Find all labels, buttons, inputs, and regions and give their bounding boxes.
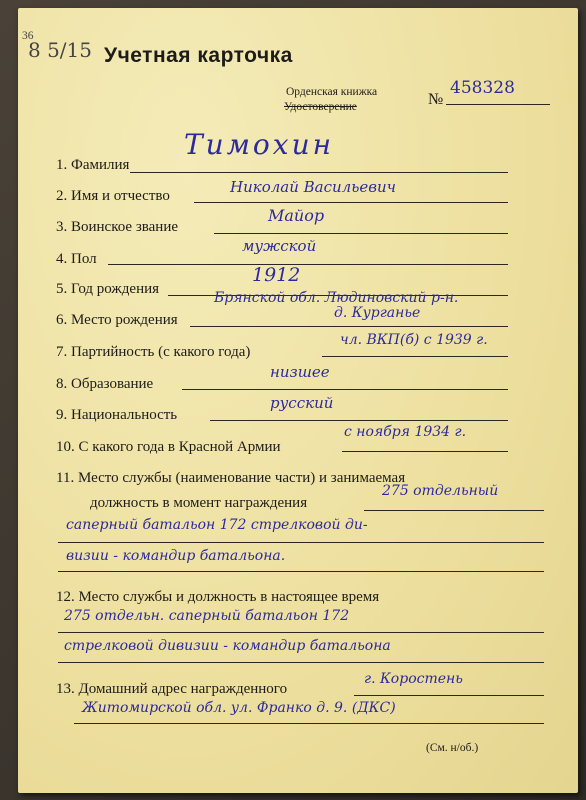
field-label-home-address: 13. Домашний адрес награжденного (56, 681, 288, 697)
card-title: Учетная карточка (104, 44, 293, 67)
field-value-birthplace: Брянской обл. Людиновский р-н. (214, 290, 459, 306)
field-line-current-service-1 (58, 632, 544, 633)
field-label-service-place-line1: 11. Место службы (наименование части) и занимаемая (56, 470, 406, 486)
field-value-army-since: с ноября 1934 г. (344, 424, 467, 440)
footer-note: (См. н/об.) (426, 742, 479, 754)
field-label-birth-year: 5. Год рождения (56, 281, 160, 297)
corner-digits: 36 (22, 30, 34, 42)
field-value-service-place-line1: 275 отдельный (382, 483, 499, 499)
field-value-birth-year: 1912 (252, 264, 301, 286)
field-value-surname: Тимохин (184, 128, 335, 161)
field-value-service-place-line3: визии - командир батальона. (66, 548, 286, 564)
field-label-surname: 1. Фамилия (56, 157, 130, 173)
field-label-army-since: 10. С какого года в Красной Армии (56, 439, 281, 455)
field-value-sex: мужской (242, 237, 317, 255)
field-label-nationality: 9. Национальность (56, 407, 178, 423)
field-value-party: чл. ВКП(б) с 1939 г. (340, 332, 488, 348)
field-label-party: 7. Партийность (с какого года) (56, 344, 251, 360)
field-line-nationality (210, 420, 508, 421)
field-line-birthplace (190, 326, 508, 327)
field-value-name: Николай Васильевич (230, 178, 396, 196)
field-line-surname (130, 172, 508, 173)
field-value-education: низшее (270, 363, 330, 381)
field-label-birthplace: 6. Место рождения (56, 312, 178, 328)
number-label: № (428, 91, 444, 108)
field-label-rank: 3. Воинское звание (56, 219, 179, 235)
field-line-education (182, 389, 508, 390)
corner-pencil-mark: 8 5/15 (28, 38, 92, 62)
field-label-current-service: 12. Место службы и должность в настоящее время (56, 589, 380, 605)
field-line-name (194, 202, 508, 203)
field-value-home-address-line2: Житомирской обл. ул. Франко д. 9. (ДКС) (82, 700, 396, 716)
field-line-rank (214, 233, 508, 234)
number-value: 458328 (450, 78, 515, 98)
record-card (18, 8, 578, 793)
field-line-home-address-1 (354, 695, 544, 696)
field-label-name: 2. Имя и отчество (56, 188, 170, 204)
field-value-birthplace-village: д. Курганье (334, 305, 421, 321)
field-line-service-place-1 (364, 510, 544, 511)
field-value-current-service-line2: стрелковой дивизии - командир батальона (64, 638, 391, 654)
field-label-sex: 4. Пол (56, 251, 97, 267)
field-value-rank: Майор (268, 206, 325, 225)
field-line-service-place-3 (58, 571, 544, 572)
certificate-label: Удостоверение (284, 101, 357, 113)
field-line-party (322, 356, 508, 357)
field-line-service-place-2 (58, 542, 544, 543)
field-line-current-service-2 (58, 662, 544, 663)
field-line-army-since (342, 451, 508, 452)
field-value-service-place-line2: саперный батальон 172 стрелковой ди- (66, 517, 368, 533)
field-line-home-address-2 (74, 723, 544, 724)
field-label-education: 8. Образование (56, 376, 154, 392)
field-value-nationality: русский (270, 394, 334, 412)
order-book-label: Орденская книжка (286, 86, 378, 98)
field-value-home-address-line1: г. Коростень (364, 671, 463, 687)
field-label-service-place-line2: должность в момент награждения (90, 495, 308, 511)
field-line-sex (108, 264, 508, 265)
number-underline (446, 104, 550, 105)
field-value-current-service-line1: 275 отдельн. саперный батальон 172 (64, 608, 350, 624)
